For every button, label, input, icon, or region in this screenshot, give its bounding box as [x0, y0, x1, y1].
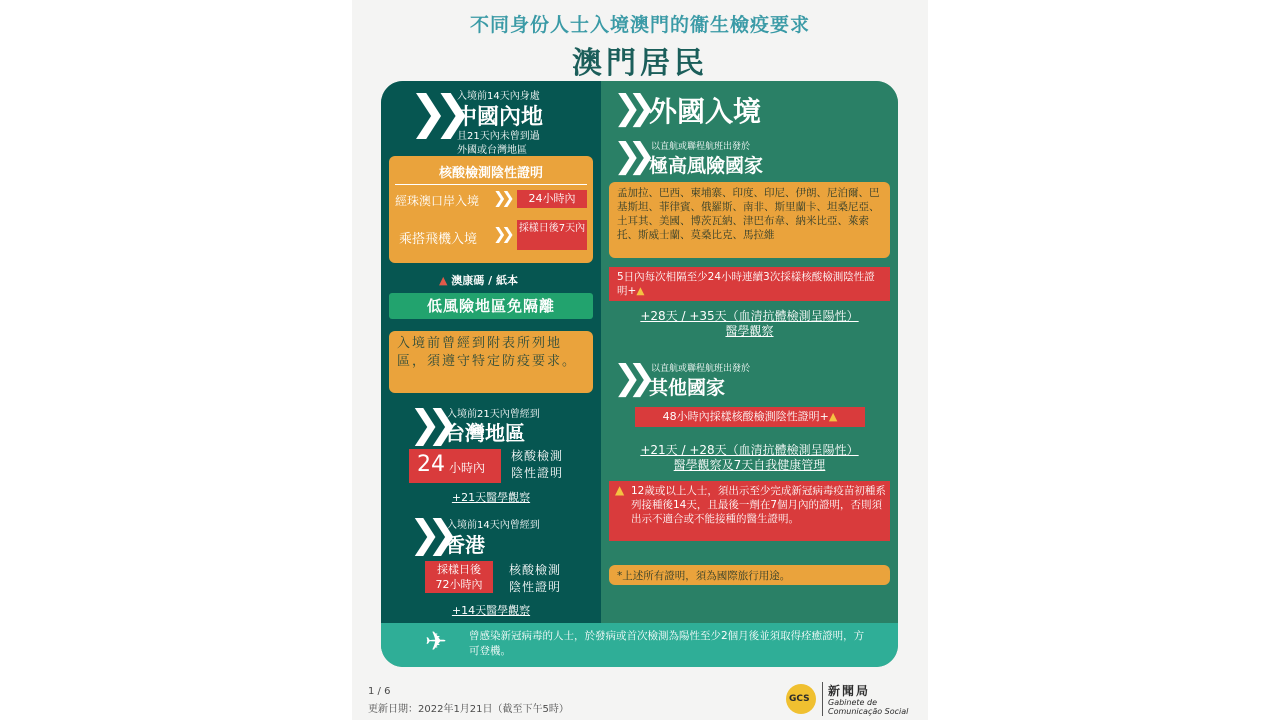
- airplane-icon: ✈: [425, 627, 447, 657]
- content-card: [381, 81, 898, 667]
- intl-note-box: [609, 565, 890, 585]
- taiwan-test1: 核酸檢測: [511, 449, 564, 463]
- gcs-logo-cn: 新聞局: [828, 684, 871, 698]
- hongkong-test1: 核酸檢測: [509, 563, 562, 577]
- update-date: 更新日期：2022年1月21日（截至下午5時）: [368, 704, 569, 715]
- nat-row2-value: 採樣日後7天內: [517, 220, 587, 250]
- nat-box-header: 核酸檢測陰性證明: [438, 166, 543, 181]
- other-observation-2: 醫學觀察及7天自我健康管理: [673, 458, 826, 472]
- taiwan-hours-num: 24: [417, 452, 445, 477]
- mainland-title: 中國內地: [455, 105, 544, 130]
- chevron-icon: ❯❯: [409, 85, 459, 139]
- bottom-note: 曾感染新冠病毒的人士，於發病或首次檢測為陽性至少2個月後並須取得痊癒證明，方可登機。: [469, 630, 865, 657]
- foreign-title: 外國入境: [649, 95, 762, 128]
- high-pre: 以直航或聯程航班出發於: [651, 142, 751, 152]
- mainland-sub2: 外國或台灣地區: [457, 145, 527, 156]
- other-requirement-text: 48小時內採樣核酸檢測陰性證明+: [662, 410, 829, 423]
- hongkong-hours-line2: 72小時內: [435, 578, 483, 591]
- gcs-logo: [778, 682, 918, 716]
- other-observation-1: +21天 / +28天（血清抗體檢測呈陽性）: [640, 443, 859, 457]
- other-pre: 以直航或聯程航班出發於: [651, 364, 751, 374]
- high-requirement: [609, 267, 890, 301]
- low-risk-banner: 低風險地區免隔離: [389, 293, 593, 319]
- divider: [822, 682, 823, 716]
- countries-text: 孟加拉、巴西、柬埔寨、印度、印尼、伊朗、尼泊爾、巴基斯坦、菲律賓、俄羅斯、南非、斯里蘭卡、坦桑尼亞、土耳其、美國、博茨瓦納、津巴布韋、納米比亞、萊索托、斯威士蘭、莫桑比克、馬拉維: [617, 187, 880, 241]
- right-column: [601, 81, 898, 623]
- taiwan-title: 台灣地區: [445, 421, 525, 445]
- code-note: [439, 272, 518, 288]
- mainland-sub1: 且21天內未曾到過: [457, 131, 540, 142]
- taiwan-pre: 入境前21天內曾經到: [447, 409, 540, 420]
- notice-box: [389, 331, 593, 393]
- warning-triangle-icon: ▲: [615, 483, 625, 497]
- page-subtitle: 澳門居民: [572, 46, 708, 81]
- gcs-logo-abbr: GCS: [789, 694, 810, 704]
- taiwan-observation: +21天醫學觀察: [451, 491, 531, 504]
- nat-row2-label: 乘搭飛機入境: [399, 232, 478, 247]
- hongkong-hours-line1: 採樣日後: [437, 563, 481, 576]
- vaccine-note-text: 12歲或以上人士，須出示至少完成新冠病毒疫苗初種系列接種後14天，且最後一劑在7個月內的證明，否則須出示不適合或不能接種的醫生證明。: [631, 485, 886, 525]
- high-title: 極高風險國家: [649, 155, 764, 177]
- high-requirement-line: [617, 270, 885, 298]
- hongkong-pre: 入境前14天內曾經到: [447, 520, 540, 531]
- infographic-page: [352, 0, 928, 720]
- mainland-pre: 入境前14天內身處: [457, 91, 540, 102]
- chevron-icon: ❯❯: [613, 136, 642, 176]
- page-number: 1 / 6: [368, 686, 391, 697]
- taiwan-hours: [409, 449, 501, 483]
- nat-row1-label: 經珠澳口岸入境: [395, 194, 480, 208]
- notice-text: 入境前曾經到附表所列地區，須遵守特定防疫要求。: [397, 336, 578, 369]
- left-column: [381, 81, 601, 623]
- high-requirement-text: 5日內每次相隔至少24小時連續3次採樣核酸檢測陰性證明+: [617, 271, 875, 297]
- chevron-icon: ❯❯: [493, 224, 510, 243]
- countries-box: [609, 182, 890, 258]
- warning-triangle-icon: ▲: [636, 285, 645, 297]
- chevron-icon: ❯❯: [409, 402, 445, 446]
- intl-note-text: *上述所有證明，須為國際旅行用途。: [617, 570, 791, 582]
- chevron-icon: ❯❯: [613, 88, 642, 128]
- high-observation-2: 醫學觀察: [725, 324, 774, 338]
- high-observation-1: +28天 / +35天（血清抗體檢測呈陽性）: [640, 309, 859, 323]
- bottom-strip: [381, 623, 898, 667]
- hongkong-title: 香港: [445, 533, 485, 557]
- nat-row1-value: 24小時內: [517, 190, 587, 208]
- other-requirement: [635, 407, 865, 427]
- warning-triangle-icon: ▲: [439, 274, 452, 287]
- page-title: 不同身份人士入境澳門的衞生檢疫要求: [469, 14, 810, 36]
- hongkong-observation: +14天醫學觀察: [451, 604, 531, 617]
- nat-box: [389, 156, 593, 263]
- hongkong-test2: 陰性證明: [509, 580, 562, 594]
- gcs-logo-pt1: Gabinete de: [828, 698, 877, 707]
- taiwan-test2: 陰性證明: [511, 466, 564, 480]
- taiwan-hours-unit: 小時內: [449, 461, 486, 475]
- vaccine-note-box: [609, 481, 890, 541]
- chevron-icon: ❯❯: [493, 188, 510, 207]
- divider: [395, 184, 587, 185]
- warning-triangle-icon: ▲: [828, 410, 838, 423]
- hongkong-hours: [425, 561, 493, 593]
- code-note-text: 澳康碼 / 紙本: [451, 274, 518, 287]
- other-title: 其他國家: [649, 377, 726, 399]
- gcs-logo-pt2: Comunicação Social: [828, 707, 909, 716]
- chevron-icon: ❯❯: [613, 358, 642, 398]
- chevron-icon: ❯❯: [409, 512, 445, 556]
